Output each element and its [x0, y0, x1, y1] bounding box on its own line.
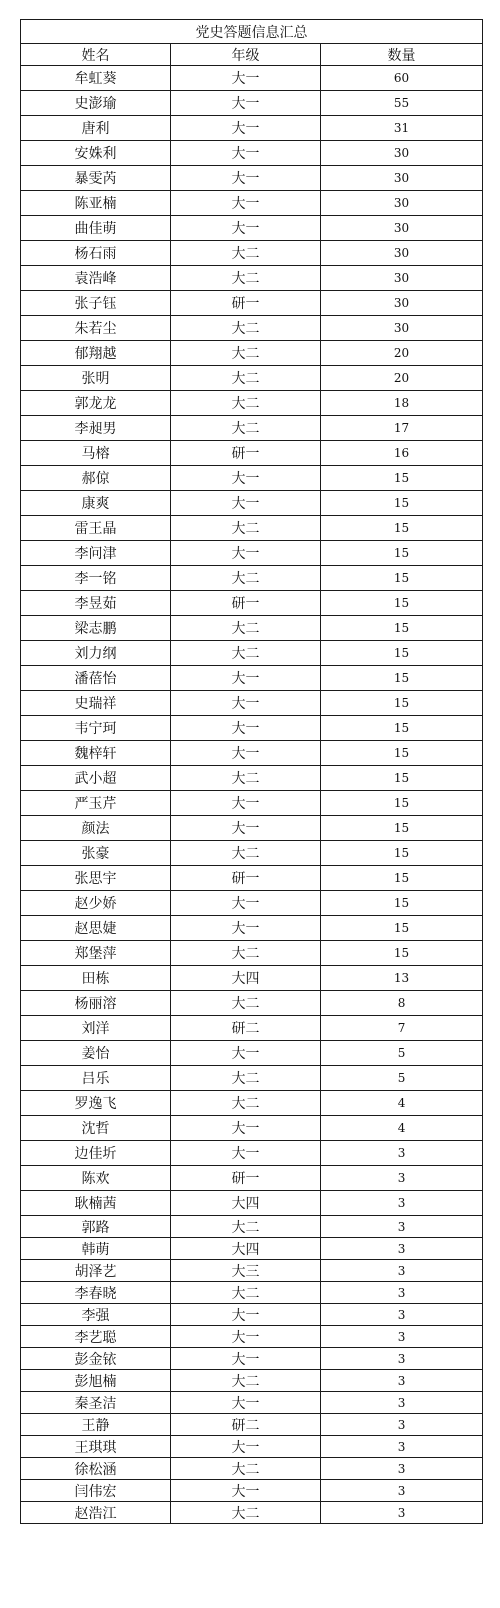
table-row — [21, 516, 483, 541]
count-cell: 3 — [321, 1436, 483, 1458]
table-row — [21, 641, 483, 666]
count-cell: 30 — [321, 191, 483, 216]
table-row — [21, 1370, 483, 1392]
count-cell: 15 — [321, 666, 483, 691]
table-row — [21, 1502, 483, 1524]
count-cell: 3 — [321, 1392, 483, 1414]
count-cell: 3 — [321, 1216, 483, 1238]
name-cell: 郁翔越 — [21, 341, 171, 366]
name-cell: 闫伟宏 — [21, 1480, 171, 1502]
grade-cell: 大一 — [171, 1480, 321, 1502]
grade-cell: 大一 — [171, 216, 321, 241]
grade-cell: 大一 — [171, 1304, 321, 1326]
count-cell: 3 — [321, 1191, 483, 1216]
table-row — [21, 66, 483, 91]
count-cell: 15 — [321, 541, 483, 566]
count-cell: 20 — [321, 341, 483, 366]
grade-cell: 大一 — [171, 891, 321, 916]
name-cell: 张豪 — [21, 841, 171, 866]
grade-cell: 大二 — [171, 266, 321, 291]
grade-cell: 大一 — [171, 1392, 321, 1414]
name-cell: 刘力纲 — [21, 641, 171, 666]
count-cell: 15 — [321, 866, 483, 891]
count-cell: 3 — [321, 1141, 483, 1166]
grade-cell: 大一 — [171, 716, 321, 741]
name-cell: 史瑞祥 — [21, 691, 171, 716]
table-row — [21, 391, 483, 416]
column-header-grade: 年级 — [171, 44, 321, 66]
grade-cell: 大一 — [171, 1116, 321, 1141]
name-cell: 吕乐 — [21, 1066, 171, 1091]
table-row — [21, 291, 483, 316]
count-cell: 4 — [321, 1116, 483, 1141]
name-cell: 潘蓓怡 — [21, 666, 171, 691]
grade-cell: 大二 — [171, 366, 321, 391]
table-row — [21, 566, 483, 591]
summary-table — [20, 19, 483, 1524]
table-row — [21, 1414, 483, 1436]
count-cell: 3 — [321, 1304, 483, 1326]
table-row — [21, 1304, 483, 1326]
name-cell: 郑堡萍 — [21, 941, 171, 966]
grade-cell: 大一 — [171, 666, 321, 691]
name-cell: 郭龙龙 — [21, 391, 171, 416]
table-row — [21, 241, 483, 266]
grade-cell: 大二 — [171, 341, 321, 366]
name-cell: 张思宇 — [21, 866, 171, 891]
count-cell: 18 — [321, 391, 483, 416]
grade-cell: 大二 — [171, 941, 321, 966]
count-cell: 5 — [321, 1041, 483, 1066]
count-cell: 3 — [321, 1238, 483, 1260]
table-row — [21, 691, 483, 716]
count-cell: 7 — [321, 1016, 483, 1041]
table-row — [21, 416, 483, 441]
name-cell: 李问津 — [21, 541, 171, 566]
table-row — [21, 1041, 483, 1066]
table-row — [21, 1436, 483, 1458]
count-cell: 3 — [321, 1414, 483, 1436]
name-cell: 牟虹葵 — [21, 66, 171, 91]
name-cell: 雷王晶 — [21, 516, 171, 541]
name-cell: 李一铭 — [21, 566, 171, 591]
table-row — [21, 966, 483, 991]
name-cell: 赵浩江 — [21, 1502, 171, 1524]
name-cell: 李春晓 — [21, 1282, 171, 1304]
table-row — [21, 1238, 483, 1260]
table-row — [21, 1480, 483, 1502]
count-cell: 15 — [321, 916, 483, 941]
table-row — [21, 841, 483, 866]
grade-cell: 大二 — [171, 1091, 321, 1116]
count-cell: 15 — [321, 841, 483, 866]
count-cell: 31 — [321, 116, 483, 141]
table-row — [21, 1392, 483, 1414]
table-row — [21, 1260, 483, 1282]
count-cell: 20 — [321, 366, 483, 391]
table-row — [21, 541, 483, 566]
table-row — [21, 991, 483, 1016]
count-cell: 3 — [321, 1370, 483, 1392]
table-row — [21, 1348, 483, 1370]
name-cell: 唐利 — [21, 116, 171, 141]
count-cell: 30 — [321, 166, 483, 191]
count-cell: 15 — [321, 566, 483, 591]
name-cell: 赵少娇 — [21, 891, 171, 916]
grade-cell: 研一 — [171, 291, 321, 316]
grade-cell: 大二 — [171, 1216, 321, 1238]
grade-cell: 大二 — [171, 1370, 321, 1392]
grade-cell: 大一 — [171, 541, 321, 566]
table-row — [21, 366, 483, 391]
name-cell: 杨石雨 — [21, 241, 171, 266]
count-cell: 15 — [321, 766, 483, 791]
header-row — [21, 44, 483, 66]
count-cell: 4 — [321, 1091, 483, 1116]
table-row — [21, 766, 483, 791]
name-cell: 韩萌 — [21, 1238, 171, 1260]
table-row — [21, 941, 483, 966]
grade-cell: 大一 — [171, 141, 321, 166]
table-row — [21, 141, 483, 166]
count-cell: 3 — [321, 1348, 483, 1370]
count-cell: 60 — [321, 66, 483, 91]
name-cell: 田栋 — [21, 966, 171, 991]
table-row — [21, 341, 483, 366]
grade-cell: 大一 — [171, 691, 321, 716]
grade-cell: 研一 — [171, 591, 321, 616]
grade-cell: 大一 — [171, 91, 321, 116]
count-cell: 15 — [321, 741, 483, 766]
name-cell: 张子钰 — [21, 291, 171, 316]
grade-cell: 大二 — [171, 1502, 321, 1524]
column-header-name: 姓名 — [21, 44, 171, 66]
count-cell: 30 — [321, 316, 483, 341]
grade-cell: 大二 — [171, 1458, 321, 1480]
grade-cell: 大四 — [171, 1191, 321, 1216]
name-cell: 徐松涵 — [21, 1458, 171, 1480]
grade-cell: 大二 — [171, 1282, 321, 1304]
count-cell: 3 — [321, 1458, 483, 1480]
grade-cell: 大二 — [171, 316, 321, 341]
name-cell: 李昶男 — [21, 416, 171, 441]
grade-cell: 大二 — [171, 241, 321, 266]
count-cell: 3 — [321, 1326, 483, 1348]
name-cell: 史澎瑜 — [21, 91, 171, 116]
table-row — [21, 716, 483, 741]
name-cell: 魏梓轩 — [21, 741, 171, 766]
count-cell: 3 — [321, 1166, 483, 1191]
table-row — [21, 191, 483, 216]
grade-cell: 大二 — [171, 766, 321, 791]
name-cell: 杨丽溶 — [21, 991, 171, 1016]
grade-cell: 大一 — [171, 1041, 321, 1066]
table-row — [21, 1016, 483, 1041]
name-cell: 朱若尘 — [21, 316, 171, 341]
name-cell: 马榕 — [21, 441, 171, 466]
count-cell: 15 — [321, 466, 483, 491]
table-row — [21, 1191, 483, 1216]
count-cell: 15 — [321, 641, 483, 666]
grade-cell: 大一 — [171, 1436, 321, 1458]
count-cell: 3 — [321, 1260, 483, 1282]
count-cell: 55 — [321, 91, 483, 116]
grade-cell: 大一 — [171, 1141, 321, 1166]
grade-cell: 大一 — [171, 816, 321, 841]
count-cell: 5 — [321, 1066, 483, 1091]
column-header-count: 数量 — [321, 44, 483, 66]
count-cell: 3 — [321, 1282, 483, 1304]
table-row — [21, 616, 483, 641]
name-cell: 张明 — [21, 366, 171, 391]
grade-cell: 大一 — [171, 491, 321, 516]
name-cell: 武小超 — [21, 766, 171, 791]
name-cell: 曲佳萌 — [21, 216, 171, 241]
table-row — [21, 591, 483, 616]
title-row — [21, 20, 483, 44]
table-row — [21, 666, 483, 691]
name-cell: 刘洋 — [21, 1016, 171, 1041]
name-cell: 陈亚楠 — [21, 191, 171, 216]
table-title: 党史答题信息汇总 — [21, 20, 483, 44]
count-cell: 30 — [321, 291, 483, 316]
grade-cell: 研二 — [171, 1016, 321, 1041]
table-row — [21, 166, 483, 191]
grade-cell: 大二 — [171, 641, 321, 666]
count-cell: 15 — [321, 491, 483, 516]
table-row — [21, 1216, 483, 1238]
grade-cell: 研一 — [171, 1166, 321, 1191]
name-cell: 彭金铱 — [21, 1348, 171, 1370]
grade-cell: 大二 — [171, 516, 321, 541]
table-row — [21, 791, 483, 816]
table-row — [21, 741, 483, 766]
count-cell: 15 — [321, 891, 483, 916]
grade-cell: 大一 — [171, 191, 321, 216]
name-cell: 郭路 — [21, 1216, 171, 1238]
name-cell: 袁浩峰 — [21, 266, 171, 291]
table-row — [21, 1282, 483, 1304]
name-cell: 王琪琪 — [21, 1436, 171, 1458]
name-cell: 严玉芹 — [21, 791, 171, 816]
table-row — [21, 266, 483, 291]
table-row — [21, 1166, 483, 1191]
grade-cell: 大一 — [171, 116, 321, 141]
table-row — [21, 1066, 483, 1091]
table-row — [21, 91, 483, 116]
count-cell: 30 — [321, 266, 483, 291]
table-body — [21, 66, 483, 1524]
grade-cell: 大一 — [171, 466, 321, 491]
table-row — [21, 116, 483, 141]
table-row — [21, 1141, 483, 1166]
count-cell: 15 — [321, 941, 483, 966]
name-cell: 李强 — [21, 1304, 171, 1326]
name-cell: 李艺聪 — [21, 1326, 171, 1348]
count-cell: 15 — [321, 616, 483, 641]
count-cell: 15 — [321, 791, 483, 816]
name-cell: 沈哲 — [21, 1116, 171, 1141]
table-row — [21, 1116, 483, 1141]
name-cell: 赵思婕 — [21, 916, 171, 941]
count-cell: 17 — [321, 416, 483, 441]
grade-cell: 研二 — [171, 1414, 321, 1436]
count-cell: 16 — [321, 441, 483, 466]
grade-cell: 大二 — [171, 416, 321, 441]
grade-cell: 大四 — [171, 1238, 321, 1260]
name-cell: 李昱茹 — [21, 591, 171, 616]
grade-cell: 大三 — [171, 1260, 321, 1282]
grade-cell: 大二 — [171, 391, 321, 416]
name-cell: 王静 — [21, 1414, 171, 1436]
grade-cell: 研一 — [171, 866, 321, 891]
name-cell: 边佳圻 — [21, 1141, 171, 1166]
count-cell: 30 — [321, 216, 483, 241]
table-row — [21, 491, 483, 516]
name-cell: 郝倞 — [21, 466, 171, 491]
table-row — [21, 916, 483, 941]
grade-cell: 大一 — [171, 916, 321, 941]
grade-cell: 大一 — [171, 66, 321, 91]
count-cell: 15 — [321, 516, 483, 541]
count-cell: 15 — [321, 591, 483, 616]
table-row — [21, 466, 483, 491]
name-cell: 颜法 — [21, 816, 171, 841]
grade-cell: 大一 — [171, 1348, 321, 1370]
count-cell: 13 — [321, 966, 483, 991]
count-cell: 3 — [321, 1502, 483, 1524]
name-cell: 罗逸飞 — [21, 1091, 171, 1116]
table-row — [21, 216, 483, 241]
grade-cell: 大二 — [171, 991, 321, 1016]
name-cell: 姜怡 — [21, 1041, 171, 1066]
grade-cell: 大二 — [171, 566, 321, 591]
table-row — [21, 441, 483, 466]
count-cell: 3 — [321, 1480, 483, 1502]
grade-cell: 大一 — [171, 741, 321, 766]
count-cell: 15 — [321, 716, 483, 741]
table-row — [21, 891, 483, 916]
grade-cell: 大二 — [171, 841, 321, 866]
table-row — [21, 816, 483, 841]
table-row — [21, 1326, 483, 1348]
grade-cell: 研一 — [171, 441, 321, 466]
name-cell: 梁志鹏 — [21, 616, 171, 641]
name-cell: 康爽 — [21, 491, 171, 516]
count-cell: 15 — [321, 816, 483, 841]
count-cell: 8 — [321, 991, 483, 1016]
count-cell: 30 — [321, 141, 483, 166]
grade-cell: 大四 — [171, 966, 321, 991]
name-cell: 胡泽艺 — [21, 1260, 171, 1282]
name-cell: 耿楠茜 — [21, 1191, 171, 1216]
grade-cell: 大一 — [171, 166, 321, 191]
grade-cell: 大一 — [171, 1326, 321, 1348]
table-row — [21, 1458, 483, 1480]
count-cell: 30 — [321, 241, 483, 266]
name-cell: 秦圣洁 — [21, 1392, 171, 1414]
count-cell: 15 — [321, 691, 483, 716]
table-row — [21, 866, 483, 891]
name-cell: 陈欢 — [21, 1166, 171, 1191]
name-cell: 韦宁珂 — [21, 716, 171, 741]
name-cell: 安姝利 — [21, 141, 171, 166]
grade-cell: 大二 — [171, 1066, 321, 1091]
name-cell: 暴雯芮 — [21, 166, 171, 191]
table-row — [21, 316, 483, 341]
grade-cell: 大一 — [171, 791, 321, 816]
name-cell: 彭旭楠 — [21, 1370, 171, 1392]
table-row — [21, 1091, 483, 1116]
grade-cell: 大二 — [171, 616, 321, 641]
